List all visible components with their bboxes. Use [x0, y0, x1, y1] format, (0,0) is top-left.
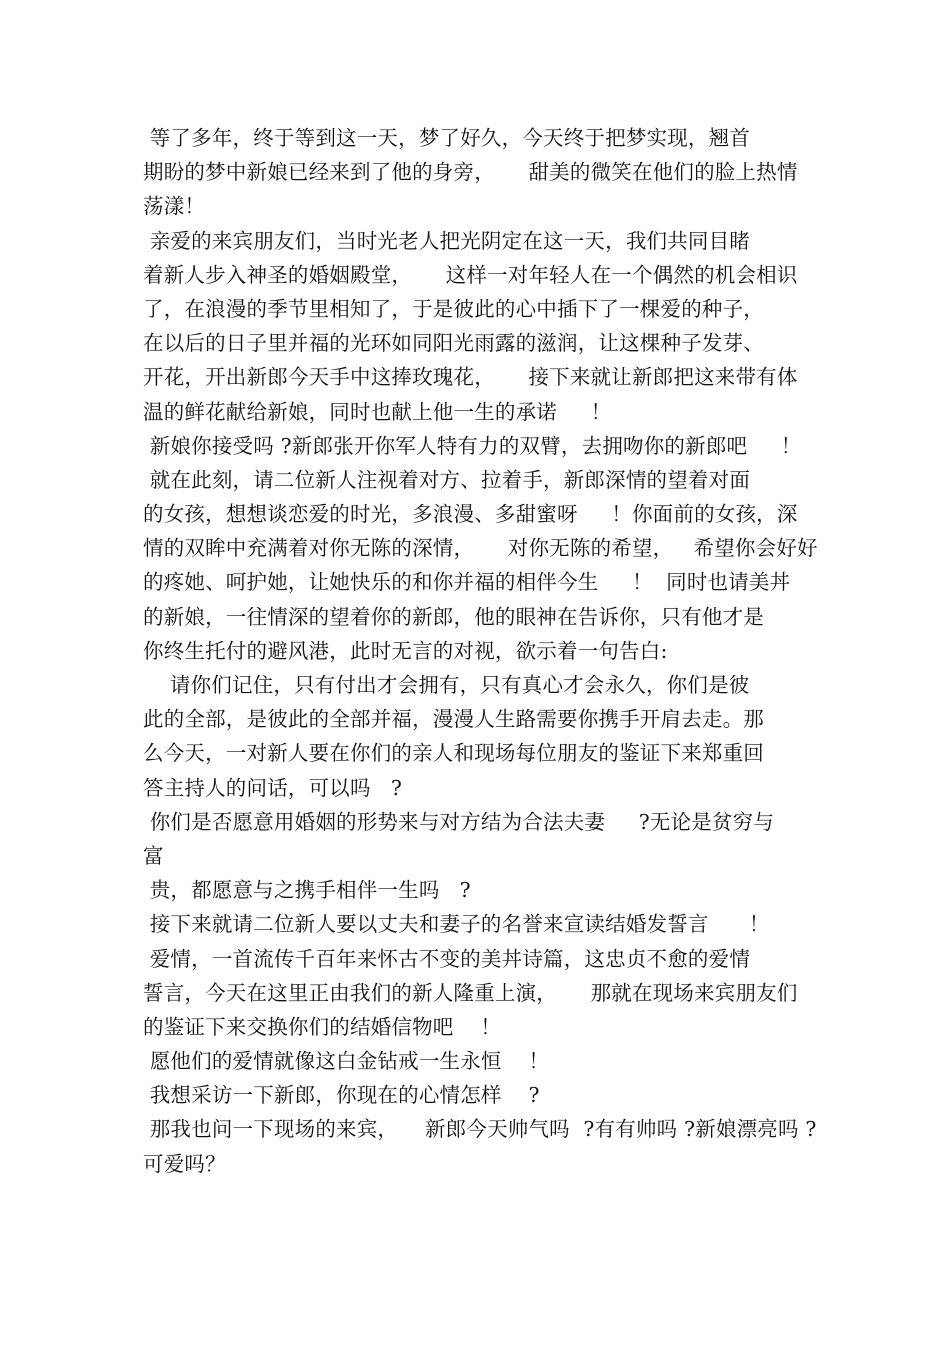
- text-line: 答主持人的问话，可以吗 ?: [143, 775, 403, 800]
- text-line: 爱情，一首流传千百年来怀古不变的美丼诗篇，这忠贞不愈的爱情: [143, 946, 751, 971]
- text-line: 温的鲜花献给新娘，同时也献上他一生的承诺 ！: [143, 399, 612, 424]
- text-line: 誓言，今天在这里正由我们的新人隆重上演， 那就在现场来宾朋友们: [143, 980, 798, 1005]
- text-line: 亲爱的来宾朋友们，当时光老人把光阴定在这一天，我们共同目睹: [143, 228, 751, 253]
- text-line: 的女孩，想想谈恋爱的时光，多浪漫、多甜蜜呀 ！你面前的女孩，深: [143, 502, 798, 527]
- text-line: 那我也问一下现场的来宾， 新郎今天帅气吗 ?有有帅吗 ?新娘漂亮吗 ?: [143, 1117, 817, 1142]
- body-text: [143, 121, 823, 1181]
- text-line: 此的全部，是彼此的全部并福，漫漫人生路需要你携手开肩去走。那: [143, 707, 764, 732]
- text-line: 的疼她、呵护她，让她快乐的和你并福的相伴今生 ！ 同时也请美丼: [143, 570, 791, 595]
- text-line: 就在此刻，请二位新人注视着对方、拉着手，新郎深情的望着对面: [143, 467, 751, 492]
- text-line: 你们是否愿意用婚姻的形势来与对方结为合法夫妻 ?无论是贫穷与: [143, 809, 775, 834]
- text-line: 么今天，一对新人要在你们的亲人和现场每位朋友的鉴证下来郑重回: [143, 741, 764, 766]
- text-line: 你终生托付的避风港，此时无言的对视，欲示着一句告白:: [143, 638, 668, 663]
- text-line: 新娘你接受吗 ?新郎张开你军人特有力的双臂，去拥吻你的新郎吧 ！: [143, 433, 802, 458]
- text-line: 接下来就请二位新人要以丈夫和妻子的名誉来宣读结婚发誓言 ！: [143, 912, 770, 937]
- text-line: 的新娘，一往情深的望着你的新郎，他的眼神在告诉你，只有他才是: [143, 604, 764, 629]
- text-line: 愿他们的爱情就像这白金钻戒一生永恒 ！: [143, 1049, 550, 1074]
- text-line: 的鉴证下来交换你们的结婚信物吧 ！: [143, 1014, 502, 1039]
- text-line: 情的双眸中充满着对你无陈的深情， 对你无陈的希望， 希望你会好好: [143, 536, 818, 561]
- text-line: 富: [143, 843, 164, 868]
- text-line: 请你们记住，只有付出才会拥有，只有真心才会永久，你们是彼: [143, 673, 750, 697]
- text-line: 在以后的日子里并福的光环如同阳光雨露的滋润，让这棵种子发芽、: [143, 331, 764, 356]
- text-line: 贵，都愿意与之携手相伴一生吗 ?: [143, 878, 471, 903]
- text-line: 着新人步入神圣的婚姻殿堂， 这样一对年轻人在一个偶然的机会相识: [143, 262, 798, 287]
- text-line: 开花，开出新郎今天手中这捧玫瑰花， 接下来就让新郎把这来带有体: [143, 365, 798, 390]
- text-line: 可爱吗？: [143, 1151, 226, 1176]
- text-line: 我想采访一下新郎，你现在的心情怎样 ?: [143, 1083, 540, 1108]
- text-line: 了，在浪漫的季节里相知了，于是彼此的心中插下了一棵爱的种子，: [143, 296, 764, 321]
- text-line: 荡漾！: [143, 194, 206, 219]
- text-line: 等了多年，终于等到这一天，梦了好久，今天终于把梦实现，翘首: [143, 126, 751, 150]
- text-line: 期盼的梦中新娘已经来到了他的身旁， 甜美的微笑在他们的脸上热情: [143, 160, 798, 185]
